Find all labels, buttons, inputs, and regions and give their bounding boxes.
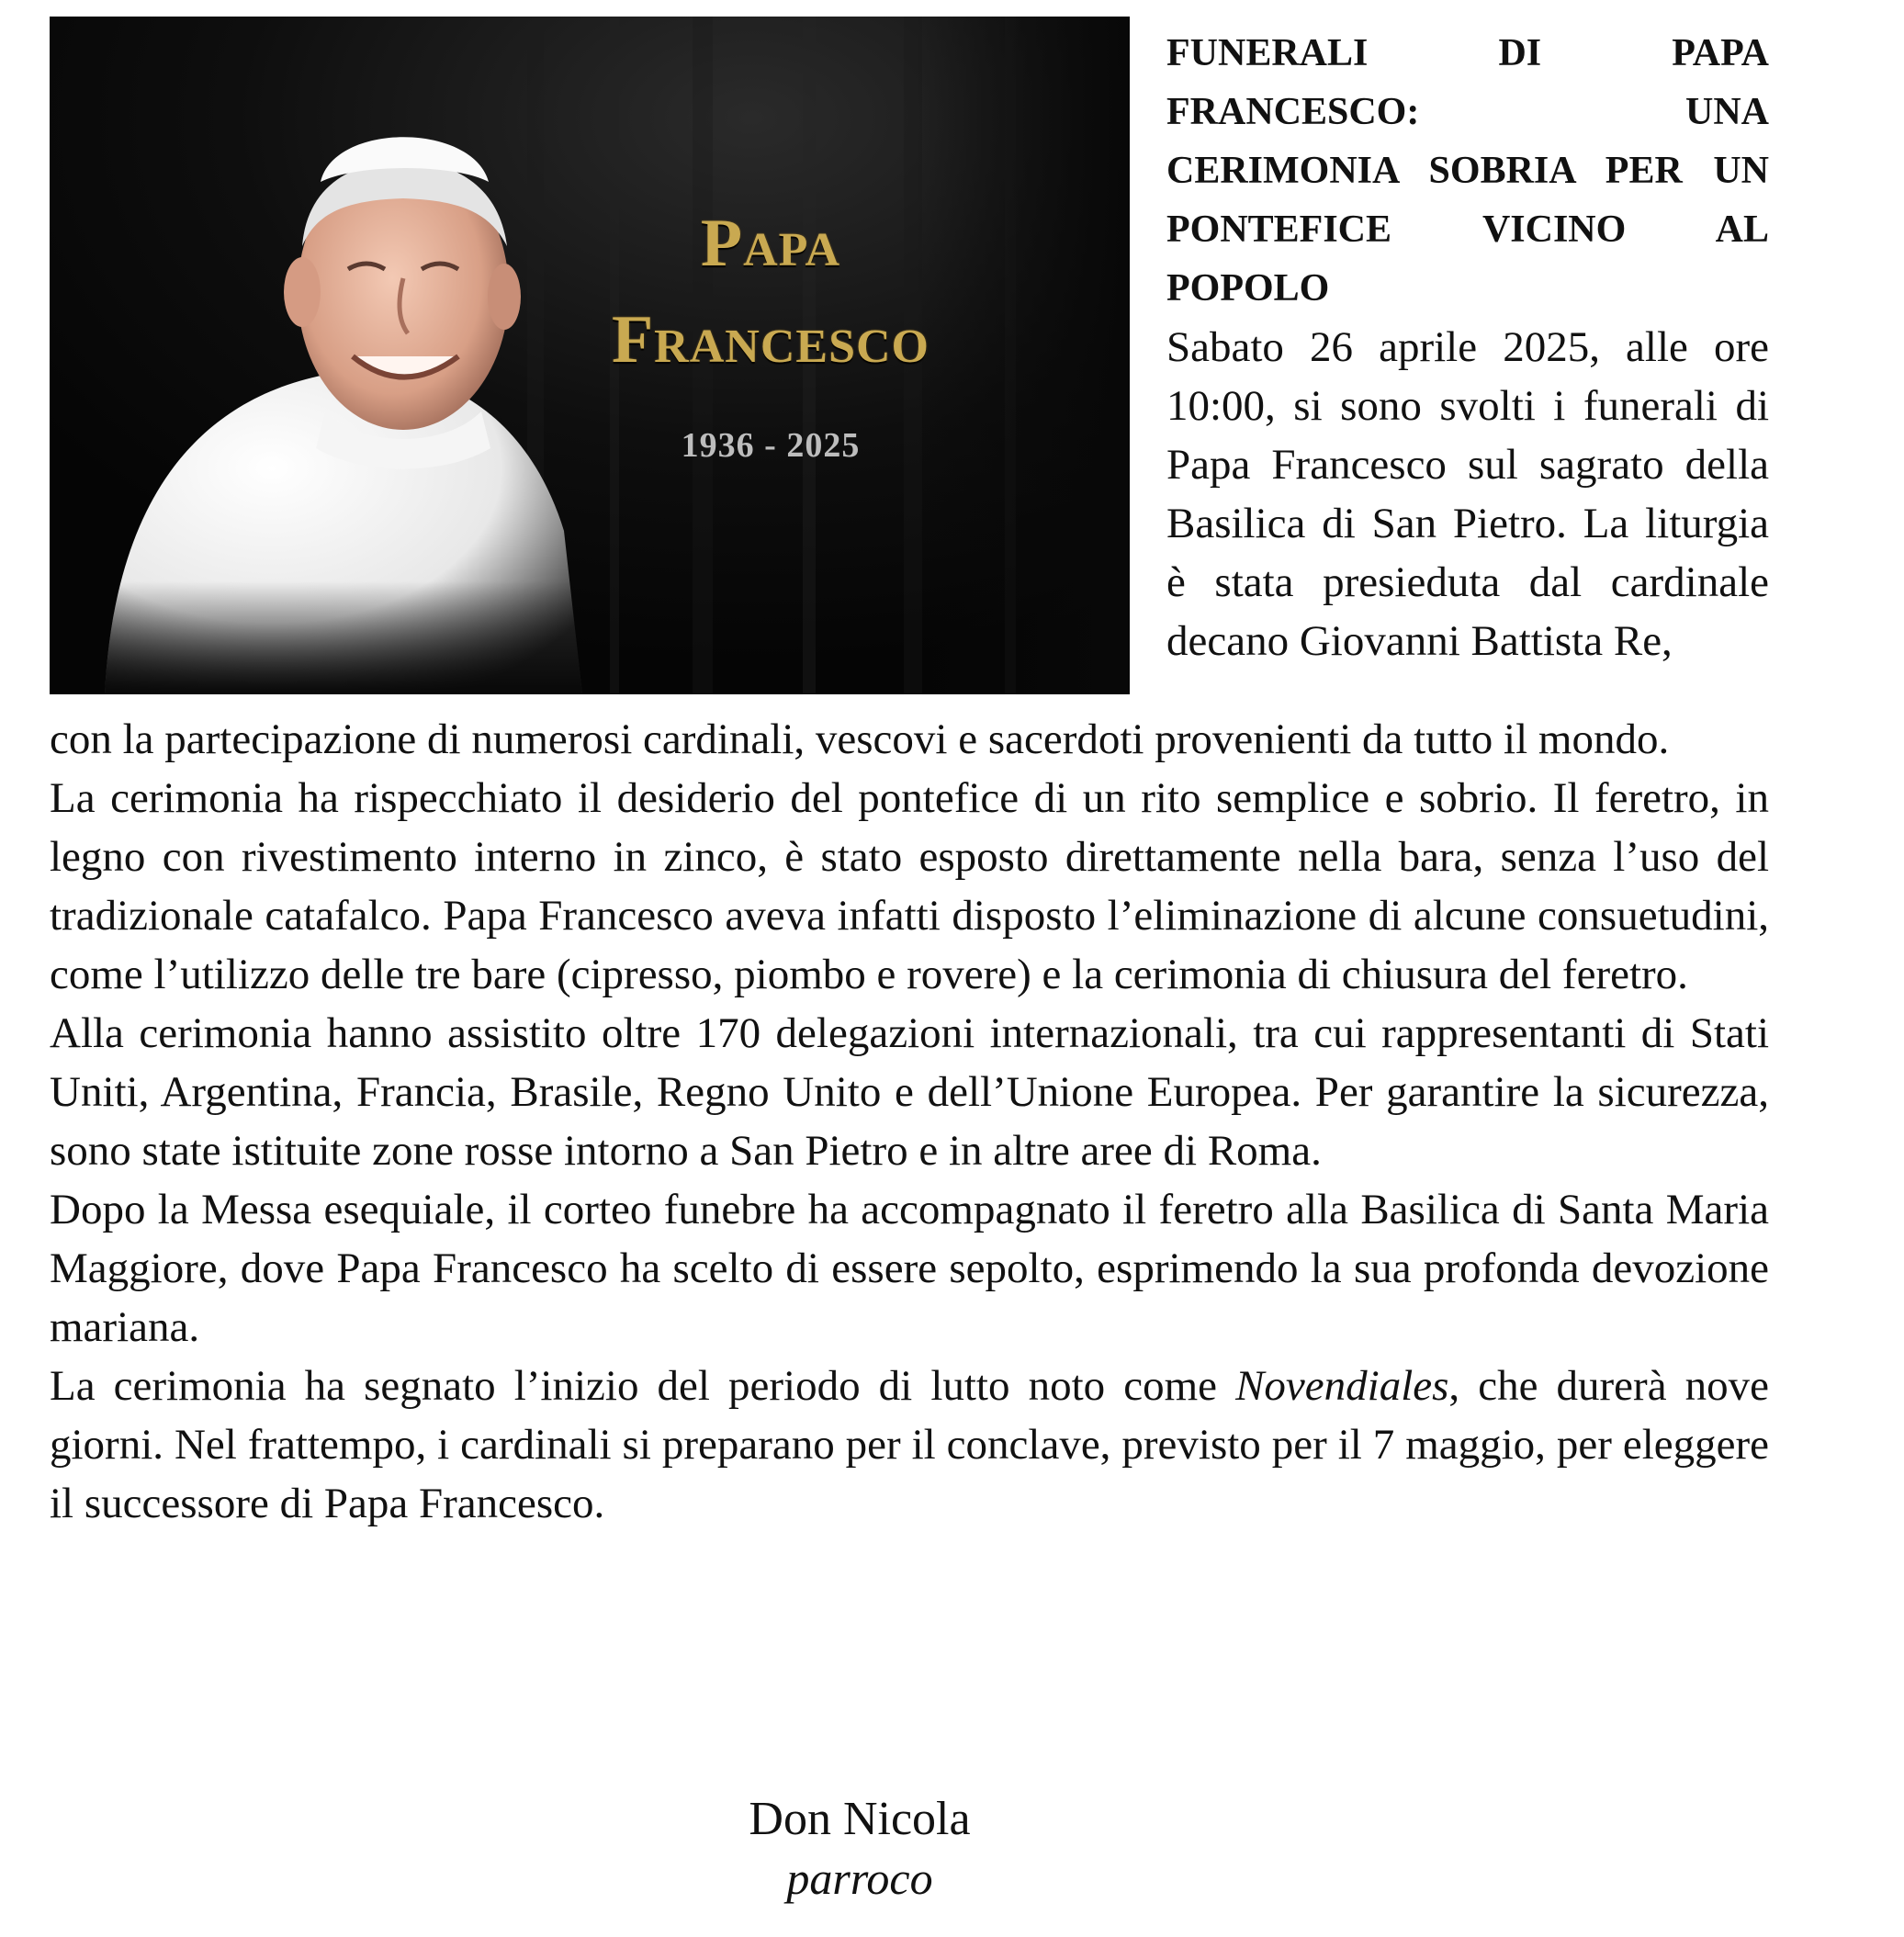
intro-paragraph: Sabato 26 aprile 2025, alle ore 10:00, si sono svolti i funerali di Papa Francesco sul sagrato della Basilica di San Pietro. La liturgia è stata presieduta dal cardinale decano Giovanni Battista Re, [1166,323,1769,665]
side-column [1166,17,1769,670]
intro-continuation: con la partecipazione di numerosi cardinali, vescovi e sacerdoti provenienti da tutto il mondo. [50,715,1670,763]
article-page [50,17,1769,1533]
headline-line: POPOLO [1166,267,1330,310]
signature-role: parroco [786,1853,933,1904]
headline-line: CERIMONIA SOBRIA PER UN [1166,150,1769,192]
signature-name: Don Nicola [749,1793,971,1845]
hero-section [50,17,1769,710]
image-dates: 1936 - 2025 [681,426,861,465]
paragraph-5 [50,1357,1769,1533]
headline-line: PONTEFICE VICINO AL [1166,208,1769,251]
paragraph-5-text-a: La cerimonia ha segnato l’inizio del periodo di lutto noto come [50,1362,1236,1410]
novendiales-term: Novendiales [1235,1362,1449,1410]
headline-line: FUNERALI DI PAPA [1166,32,1769,74]
paragraph-2: La cerimonia ha rispecchiato il desiderio del pontefice di un rito semplice e sobrio. Il feretro, in legno con rivestimento interno in zinco, è stato esposto direttamente nella bara, senza l’uso del tradizionale catafalco. Papa Francesco aveva infatti disposto l’eliminazione di alcune consuetudini, come l’utilizzo delle tre bare (cipresso, piombo e rovere) e la cerimonia di chiusura del feretro. [50,774,1769,998]
paragraph-3: Alla cerimonia hanno assistito oltre 170 delegazioni internazionali, tra cui rappresentanti di Stati Uniti, Argentina, Francia, Brasile, Regno Unito e dell’Unione Europea. Per garantire la sicurezza, sono state istituite zone rosse intorno a San Pietro e in altre aree di Roma. [50,1009,1769,1175]
headline-line: FRANCESCO: UNA [1166,91,1769,133]
paragraph-4: Dopo la Messa esequiale, il corteo funebre ha accompagnato il feretro alla Basilica di Santa Maria Maggiore, dove Papa Francesco ha scelto di essere sepolto, esprimendo la sua profonda devozione mariana. [50,1186,1769,1351]
signature-block [0,1789,1719,1907]
memorial-image [50,17,1130,694]
article-headline [1166,24,1769,318]
image-title-line1: Papa [700,206,841,281]
image-title-line2: Francesco [611,302,930,377]
paragraph-5-text-b: , che durerà nove giorni. Nel frattempo, i cardinali si preparano per il conclave, previsto per il 7 maggio, per eleggere il successore di Papa Francesco. [50,1362,1769,1527]
memorial-portrait [50,17,1130,694]
